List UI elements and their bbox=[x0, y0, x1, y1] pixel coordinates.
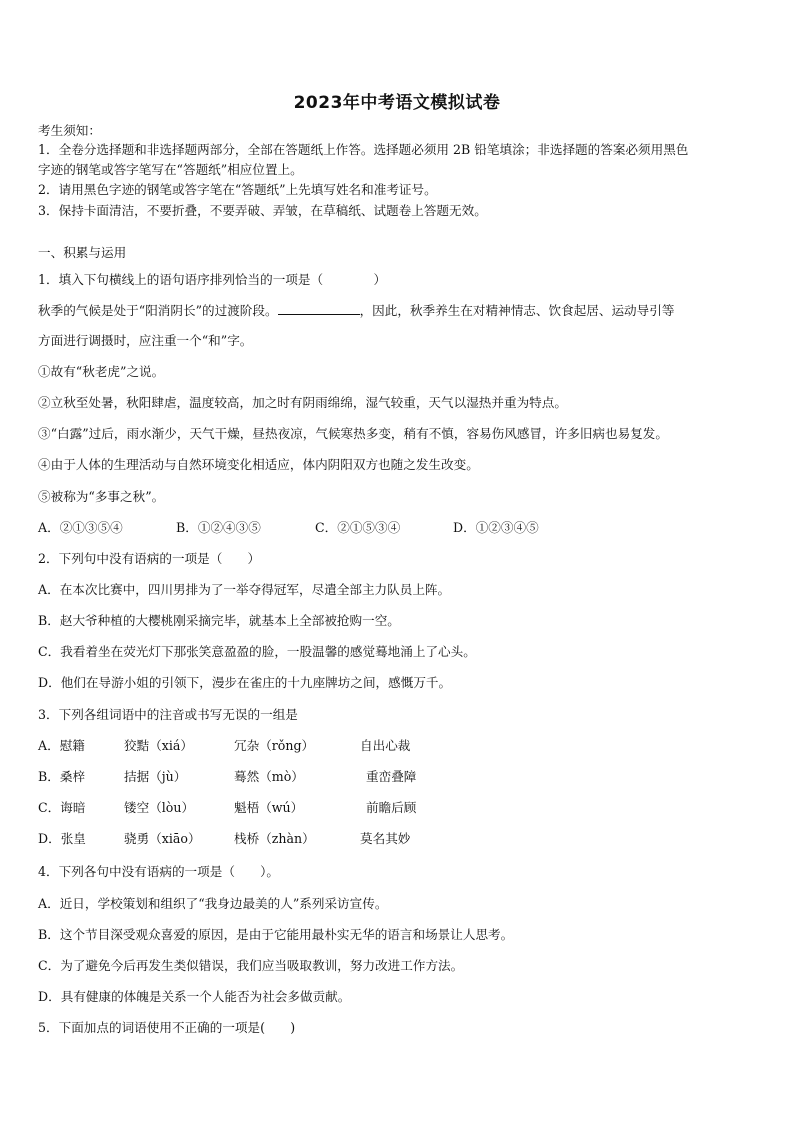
word: 冗杂（rǒng） bbox=[234, 738, 315, 753]
question-5-stem: 5．下面加点的词语使用不正确的一项是( ) bbox=[38, 1020, 296, 1035]
passage-part-b: ，因此，秋季养生在对精神情志、饮食起居、运动导引等 bbox=[359, 303, 675, 318]
notice-item: 1．全卷分选择题和非选择题两部分，全部在答题纸上作答。选择题必须用 2B 铅笔填涂；非选择题的答案必须用黑色 bbox=[38, 142, 689, 157]
word: C．诲暗 bbox=[38, 800, 86, 815]
question-1-item: ①故有“秋老虎”之说。 bbox=[38, 364, 165, 379]
question-2-option: D．他们在导游小姐的引领下，漫步在雀庄的十九座牌坊之间，感慨万千。 bbox=[38, 675, 452, 690]
word: 魁梧（wú） bbox=[234, 800, 304, 815]
question-4-option: A．近日，学校策划和组织了“我身边最美的人”系列采访宣传。 bbox=[38, 896, 388, 911]
word: 狡黠（xiá） bbox=[124, 738, 194, 753]
page-title: 2023年中考语文模拟试卷 bbox=[293, 93, 501, 113]
word: D．张皇 bbox=[38, 831, 86, 846]
option-a: A．②①③⑤④ bbox=[38, 520, 123, 535]
word: 莫名其妙 bbox=[360, 831, 411, 846]
option-d: D．①②③④⑤ bbox=[453, 520, 539, 535]
notice-item: 3．保持卡面清洁，不要折叠，不要弄破、弄皱，在草稿纸、试题卷上答题无效。 bbox=[38, 203, 487, 218]
word: 蓦然（mò） bbox=[234, 769, 304, 784]
word: A．慰籍 bbox=[38, 738, 85, 753]
option-c: C．②①⑤③④ bbox=[315, 520, 401, 535]
word: 拮据（jù） bbox=[124, 769, 187, 784]
word: 自出心裁 bbox=[360, 738, 411, 753]
answer-blank bbox=[278, 302, 360, 315]
word: 前瞻后顾 bbox=[366, 800, 417, 815]
question-1-passage bbox=[38, 301, 758, 321]
word: 骁勇（xiāo） bbox=[124, 831, 201, 846]
question-2-option: A．在本次比赛中，四川男排为了一举夺得冠军，尽遣全部主力队员上阵。 bbox=[38, 582, 451, 597]
question-1-stem: 1．填入下句横线上的语句语序排列恰当的一项是（ ） bbox=[38, 272, 387, 287]
question-2-option: B．赵大爷种植的大樱桃刚采摘完毕，就基本上全部被抢购一空。 bbox=[38, 613, 400, 628]
notice-item: 字迹的钢笔或答字笔写在“答题纸”相应位置上。 bbox=[38, 162, 303, 177]
section-heading: 一、积累与运用 bbox=[38, 245, 127, 260]
question-2-stem: 2．下列句中没有语病的一项是（ ） bbox=[38, 551, 261, 566]
notice-item: 2．请用黑色字迹的钢笔或答字笔在“答题纸”上先填写姓名和准考证号。 bbox=[38, 182, 437, 197]
notice-heading: 考生须知： bbox=[38, 123, 101, 138]
word: B．桑梓 bbox=[38, 769, 86, 784]
question-1-item: ④由于人体的生理活动与自然环境变化相适应，体内阴阳双方也随之发生改变。 bbox=[38, 457, 479, 472]
question-4-option: B．这个节目深受观众喜爱的原因，是由于它能用最朴实无华的语言和场景让人思考。 bbox=[38, 927, 514, 942]
question-4-option: D．具有健康的体魄是关系一个人能否为社会多做贡献。 bbox=[38, 989, 351, 1004]
word: 镂空（lòu） bbox=[124, 800, 195, 815]
option-b: B．①②④③⑤ bbox=[176, 520, 261, 535]
question-4-stem: 4．下列各句中没有语病的一项是（ ）。 bbox=[38, 864, 279, 879]
question-2-option: C．我看着坐在荧光灯下那张笑意盈盈的脸，一股温馨的感觉蓦地涌上了心头。 bbox=[38, 644, 476, 659]
word: 栈桥（zhàn） bbox=[234, 831, 315, 846]
question-1-item: ③“白露”过后，雨水渐少，天气干燥，昼热夜凉，气候寒热多变，稍有不慎，容易伤风感冒，许多旧病也易复发。 bbox=[38, 426, 668, 441]
question-1-item: ②立秋至处暑，秋阳肆虐，温度较高，加之时有阴雨绵绵，湿气较重，天气以湿热并重为特点。 bbox=[38, 395, 567, 410]
question-4-option: C．为了避免今后再发生类似错误，我们应当吸取教训，努力改进工作方法。 bbox=[38, 958, 464, 973]
word: 重峦叠障 bbox=[366, 769, 417, 784]
passage-part-a: 秋季的气候是处于“阳消阴长”的过渡阶段。 bbox=[38, 303, 278, 318]
question-1-item: ⑤被称为“多事之秋”。 bbox=[38, 489, 165, 504]
question-3-stem: 3．下列各组词语中的注音或书写无误的一组是 bbox=[38, 707, 298, 722]
question-1-passage-continued: 方面进行调摄时，应注重一个“和”字。 bbox=[38, 333, 253, 348]
